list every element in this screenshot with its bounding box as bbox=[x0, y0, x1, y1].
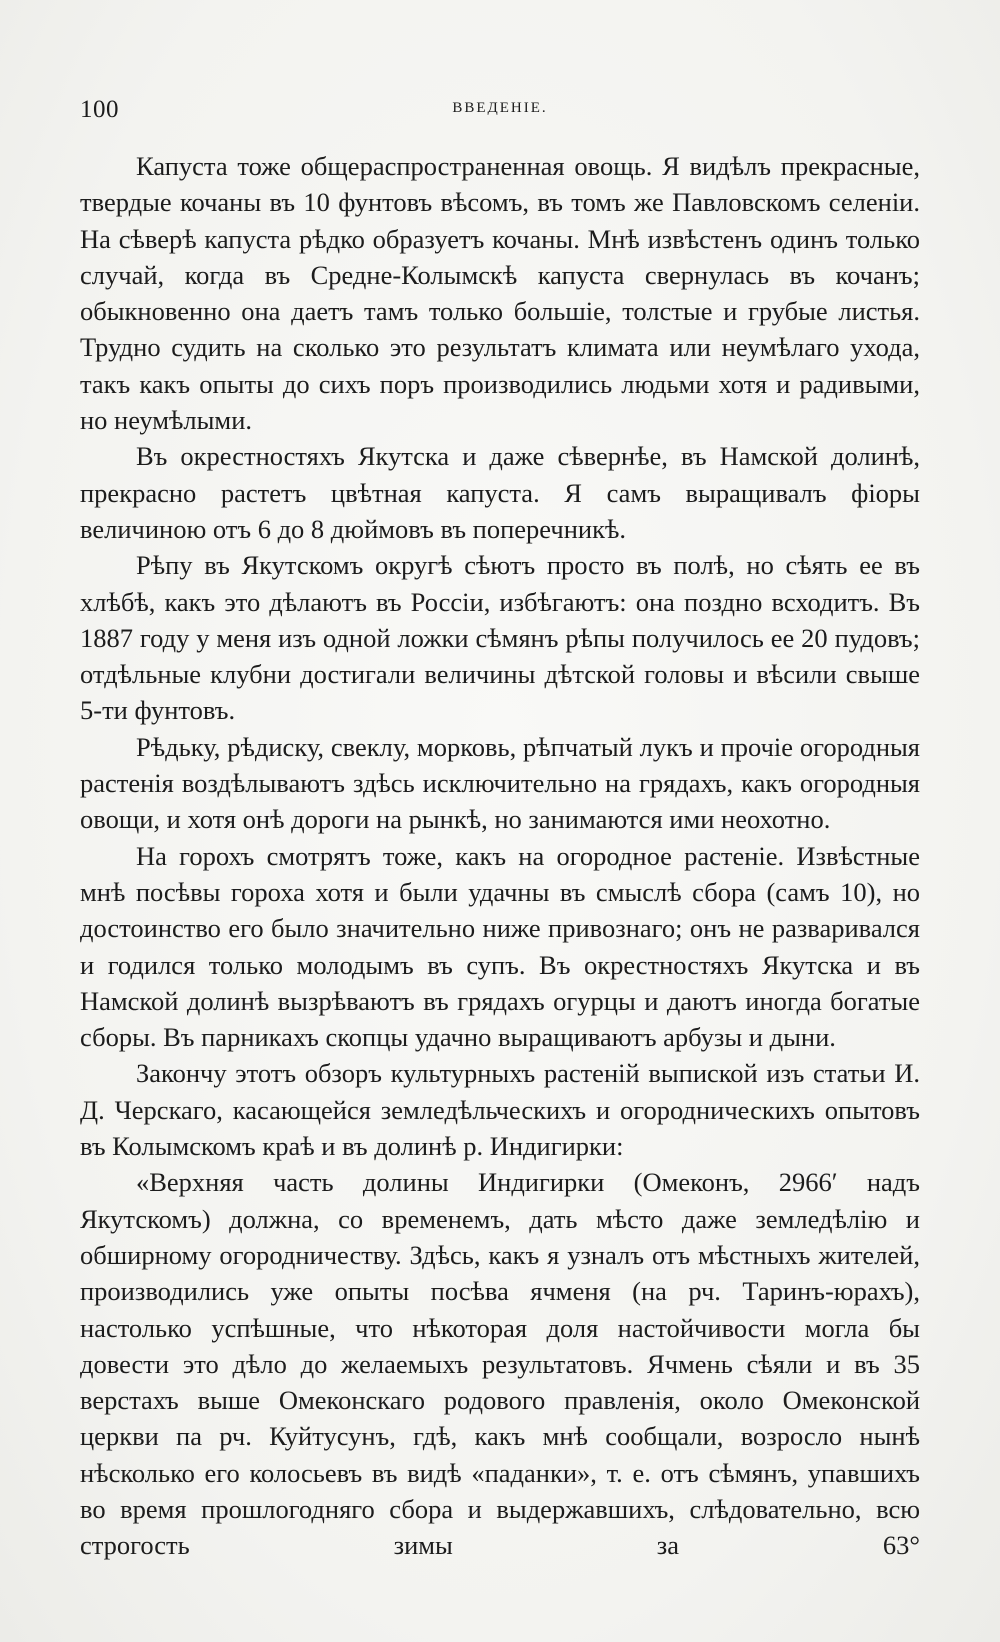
paragraph-conclusion: Закончу этотъ обзоръ культурныхъ растеній выпиской изъ статьи И. Д. Черскаго, касающейся земледѣльческихъ и огородническихъ опытовъ въ Колымскомъ краѣ и въ долинѣ р. Индигирки: bbox=[80, 1058, 920, 1162]
paragraph-cauliflower: Въ окрестностяхъ Якутска и даже сѣвернѣе, въ Намской долинѣ, прекрасно растетъ цвѣтная капуста. Я самъ выращивалъ фіоры величиною отъ 6 до 8 дюймовъ въ поперечникѣ. bbox=[80, 441, 920, 544]
page-number: 100 bbox=[80, 96, 119, 123]
body-text bbox=[80, 148, 920, 1564]
paragraph-peas: На горохъ смотрятъ тоже, какъ на огородное растеніе. Извѣстные мнѣ посѣвы гороха хотя и были удачны въ смыслѣ сбора (самъ 10), но достоинство его было значительно ниже привознаго; онъ не разваривался и годился только молодымъ въ супъ. Въ окрестностяхъ Якутска и въ Намской долинѣ вызрѣваютъ въ грядахъ огурцы и даютъ иногда богатые сборы. Въ парникахъ скопцы удачно выращиваютъ арбузы и дыни. bbox=[80, 840, 920, 1053]
running-head: ВВЕДЕНІЕ. bbox=[452, 100, 548, 116]
page-header bbox=[80, 96, 920, 126]
paragraph-quotation: «Верхняя часть долины Индигирки (Омеконъ, 2966′ надъ Якутскомъ) должна, со временемъ, дать мѣсто даже земледѣлію и обширному огородничеству. Здѣсь, какъ я узналъ отъ мѣстныхъ жителей, производились уже опыты посѣва ячменя (на рч. Таринъ-юрахъ), настолько успѣшные, что нѣкоторая доля настойчивости могла бы довести это дѣло до желаемыхъ результатовъ. Ячмень сѣяли и въ 35 верстахъ выше Омеконскаго родового правленія, около Омеконской церкви па рч. Куйтусунъ, гдѣ, какъ мнѣ сообщали, возросло нынѣ нѣсколько его колосьевъ въ видѣ «паданки», т. е. отъ сѣмянъ, упавшихъ во время прошлогодняго сбора и выдержавшихъ, слѣдовательно, всю строгость зимы за 63° bbox=[80, 1167, 920, 1561]
paragraph-turnip: Рѣпу въ Якутскомъ округѣ сѣютъ просто въ полѣ, но сѣять ее въ хлѣбѣ, какъ это дѣлаютъ въ Россіи, избѣгаютъ: она поздно всходитъ. Въ 1887 году у меня изъ одной ложки сѣмянъ рѣпы получилось ее 20 пудовъ; отдѣльные клубни достигали величины дѣтской головы и вѣсили свыше 5-ти фунтовъ. bbox=[80, 550, 920, 726]
paragraph-cabbage: Капуста тоже общераспространенная овощь. Я видѣлъ прекрасные, твердые кочаны въ 10 фунтовъ вѣсомъ, въ томъ же Павловскомъ селеніи. На сѣверѣ капуста рѣдко образуетъ кочаны. Мнѣ извѣстенъ одинъ только случай, когда въ Средне-Колымскѣ капуста свернулась въ кочанъ; обыкновенно она даетъ тамъ только большіе, толстые и грубые листья. Трудно судить на сколько это результатъ климата или неумѣлаго ухода, такъ какъ опыты до сихъ поръ производились людьми хотя и радивыми, но неумѣлыми. bbox=[80, 151, 920, 436]
paragraph-vegetables: Рѣдьку, рѣдиску, свеклу, морковь, рѣпчатый лукъ и прочіе огородныя растенія воздѣлываютъ здѣсь исключительно на грядахъ, какъ огородныя овощи, и хотя онѣ дороги на рынкѣ, но занимаются ими неохотно. bbox=[80, 731, 920, 835]
